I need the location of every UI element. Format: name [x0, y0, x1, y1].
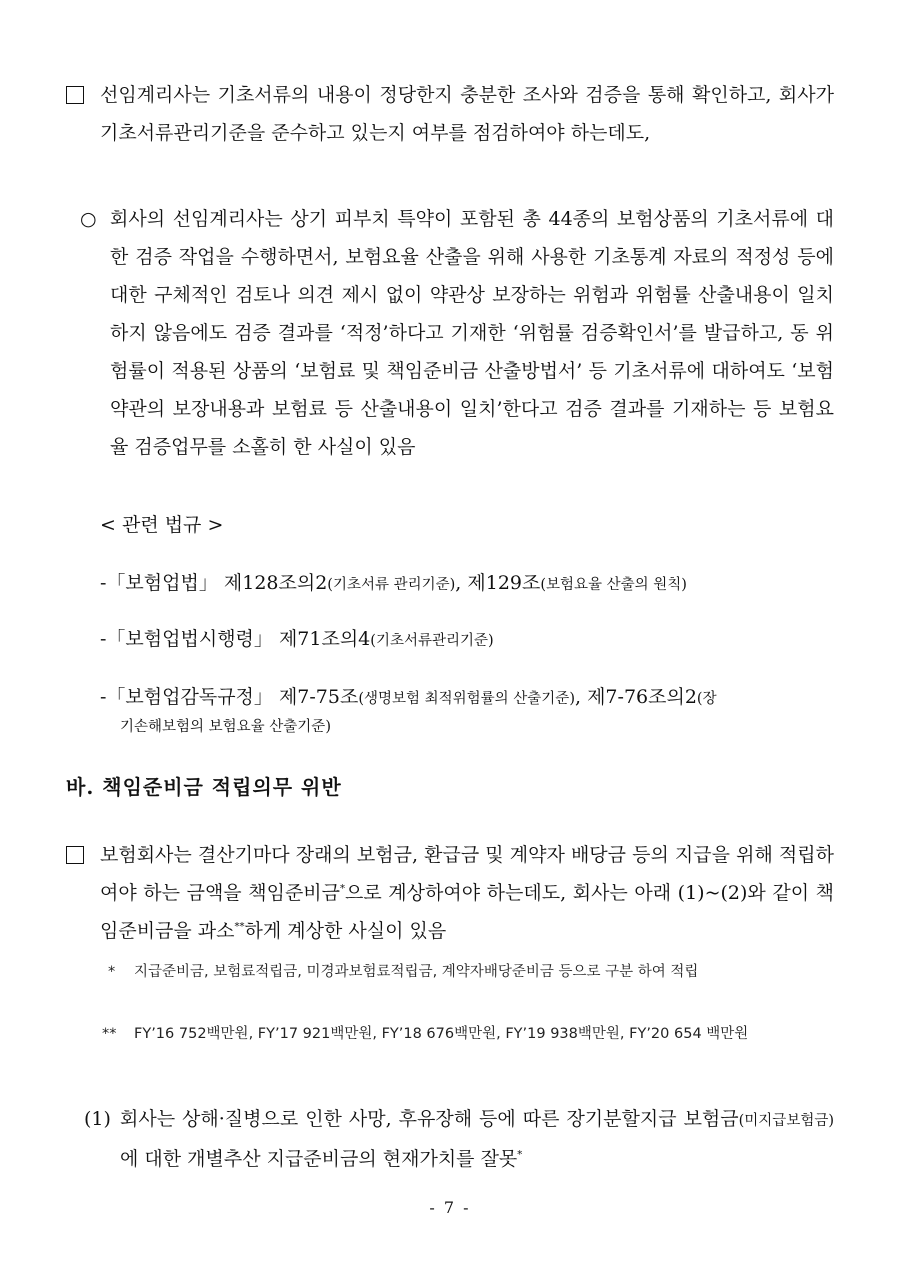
checkbox-bullet-1: [66, 76, 84, 117]
law-desc: (기초서류 관리기준): [327, 577, 456, 593]
law-name: 「보험업법」 제128조의2: [106, 572, 328, 594]
law-item-prefix: -: [100, 686, 107, 708]
note-1: 지급준비금, 보험료적립금, 미경과보험료적립금, 계약자배당준비금 등으로 구분 하여 적립: [134, 964, 699, 980]
law-item-1: [100, 568, 834, 600]
law-desc-2: (장: [696, 691, 717, 707]
law-sep: ,: [455, 572, 468, 594]
law-item-prefix: -: [100, 572, 107, 594]
note-mark-2: **: [102, 1026, 117, 1042]
section-title: 바. 책임준비금 적립의무 위반: [66, 775, 342, 799]
law-item-prefix: -: [100, 628, 107, 650]
footnote-mark-2: **: [234, 921, 245, 933]
paragraph-2: 회사의 선임계리사는 상기 피부치 특약이 포함된 총 44종의 보험상품의 기초서류에 대한 검증 작업을 수행하면서, 보험요율 산출을 위해 사용한 기초통계 자료의 적정성 등에 대한 구체적인 검토나 의견 제시 없이 약관상 보장하는 위험과 위험률 산출내용이 일치하지 않음에도 검증 결과를 ‘적정’하다고 기재한 ‘위험률 검증확인서’를 발급하고, 동 위험률이 적용된 상품의 ‘보험료 및 책임준비금 산출방법서’ 등 기초서류에 대하여도 ‘보험약관의 보장내용과 보험료 등 산출내용이 일치’한다고 검증 결과를 기재하는 등 보험요율 검증업무를 소홀히 한 사실이 있음: [110, 208, 834, 458]
law-sep: ,: [574, 686, 588, 708]
law-item-3: [100, 682, 840, 714]
checkbox-bullet-2: [66, 836, 84, 877]
law-name-2: 제7-76조의2: [587, 686, 697, 708]
note-mark-1: *: [108, 964, 116, 980]
law-desc-2: (보험요율 산출의 원칙): [540, 577, 687, 593]
law-name: 「보험업법시행령」 제71조의4: [106, 628, 371, 650]
law-item-3-continued: 기손해보험의 보험요율 산출기준): [120, 719, 331, 735]
item-number: (1): [84, 1108, 111, 1130]
law-name-2: 제129조: [467, 572, 541, 594]
circle-bullet: ○: [80, 208, 97, 230]
footnote-mark-1: *: [340, 883, 346, 895]
note-2: FY’16 752백만원, FY’17 921백만원, FY’18 676백만원, FY’19 938백만원, FY’20 654 백만원: [134, 1026, 749, 1042]
paragraph-1: 선임계리사는 기초서류의 내용이 정당한지 충분한 조사와 검증을 통해 확인하고, 회사가 기초서류관리기준을 준수하고 있는지 여부를 점검하여야 하는데도,: [100, 84, 834, 144]
paragraph-3: 보험회사는 결산기마다 장래의 보험금, 환급금 및 계약자 배당금 등의 지급을 위해 적립하여야 하는 금액을 책임준비금*으로 계상하여야 하는데도, 회사는 아래 (1)~(2)와 같이 책임준비금을 과소**하게 계상한 사실이 있음: [100, 844, 834, 942]
law-item-2: [100, 624, 834, 656]
item-1-text: 회사는 상해·질병으로 인한 사망, 후유장해 등에 따른 장기분할지급 보험금(미지급보험금)에 대한 개별추산 지급준비금의 현재가치를 잘못*: [120, 1108, 834, 1170]
law-desc: (기초서류관리기준): [370, 633, 494, 649]
law-name: 「보험업감독규정」 제7-75조: [106, 686, 359, 708]
related-laws-heading: < 관련 법규 >: [100, 514, 224, 536]
footnote-mark-3: *: [517, 1149, 523, 1161]
law-desc: (생명보험 최적위험률의 산출기준): [358, 691, 575, 707]
page-number: - 7 -: [429, 1198, 471, 1217]
